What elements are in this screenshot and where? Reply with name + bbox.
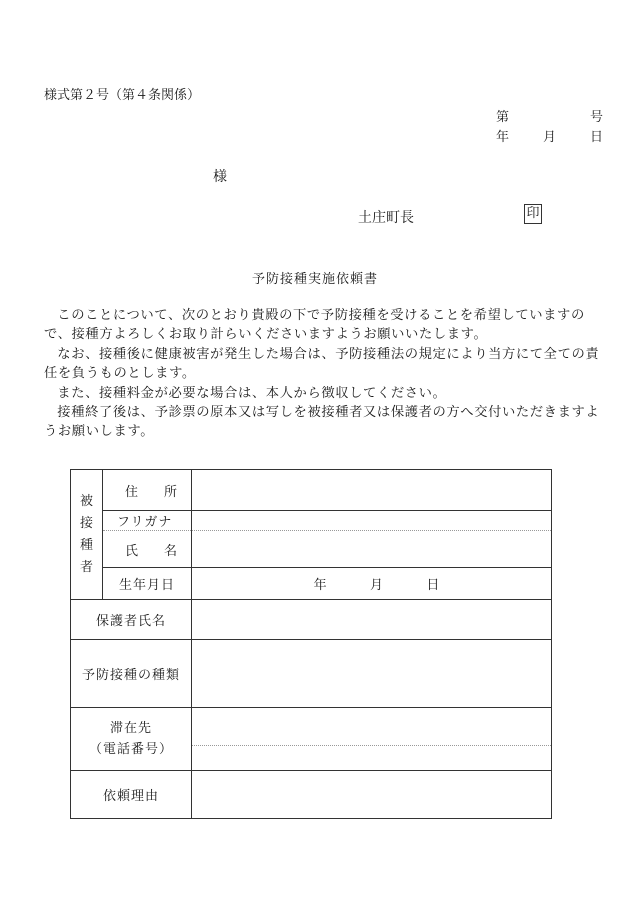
name-field[interactable]: [192, 531, 552, 568]
number-prefix: 第: [496, 110, 510, 125]
name-label-1: 氏: [125, 543, 139, 559]
reason-field[interactable]: [192, 771, 552, 819]
dob-field[interactable]: [192, 568, 552, 600]
dob-label: 生年月日: [103, 568, 192, 600]
document-title: 予防接種実施依頼書: [251, 272, 378, 287]
name-label-2: 名: [163, 543, 177, 559]
side-char-1: 被: [79, 493, 93, 509]
side-char-2: 接: [79, 515, 93, 531]
vaccine-type-field[interactable]: [192, 640, 552, 708]
date-day: 日: [590, 130, 604, 145]
date-month: 月: [543, 130, 557, 145]
number-suffix: 号: [590, 110, 604, 125]
furigana-field[interactable]: [192, 511, 552, 531]
guardian-label: 保護者氏名: [71, 600, 192, 640]
form-number: 様式第２号（第４条関係）: [44, 88, 201, 103]
body-paragraph-4: 接種終了後は、予診票の原本又は写しを被接種者又は保護者の方へ交付いただきますようお願いします。: [44, 405, 600, 440]
name-label: [103, 531, 192, 568]
furigana-label: フリガナ: [103, 511, 192, 531]
address-label-2: 所: [163, 484, 177, 500]
stay-label-line2: （電話番号）: [88, 742, 173, 757]
dob-year: 年: [313, 578, 327, 593]
address-label: [103, 470, 192, 511]
side-char-4: 者: [79, 559, 93, 575]
date-year: 年: [496, 130, 510, 145]
guardian-field[interactable]: [192, 600, 552, 640]
sender-mayor: 土庄町長: [358, 210, 414, 226]
body-text: [44, 306, 604, 442]
address-label-1: 住: [125, 484, 139, 500]
dob-month: 月: [369, 578, 383, 593]
stay-label: [71, 708, 192, 771]
seal-mark: 印: [524, 204, 542, 224]
body-paragraph-2: なお、接種後に健康被害が発生した場合は、予防接種法の規定により当方にて全ての責任を負うものとします。: [44, 346, 600, 382]
vaccine-type-label: 予防接種の種類: [71, 640, 192, 708]
stay-label-line1: 滞在先: [109, 721, 152, 736]
reason-label: 依頼理由: [71, 771, 192, 819]
body-paragraph-3: また、接種料金が必要な場合は、本人から徴収してください。: [57, 385, 447, 401]
side-char-3: 種: [79, 537, 93, 553]
body-paragraph-1: このことについて、次のとおり貴殿の下で予防接種を受けることを希望していますので、接種方よろしくお取り計らいくださいますようお願いいたします。: [44, 308, 585, 343]
addressee-sama: 様: [213, 169, 227, 185]
request-form-table: [70, 469, 552, 819]
stay-phone-field[interactable]: [192, 746, 552, 771]
stay-address-field[interactable]: [192, 708, 552, 746]
recipient-side-label: [71, 470, 103, 600]
dob-day: 日: [426, 578, 440, 593]
address-field[interactable]: [192, 470, 552, 511]
